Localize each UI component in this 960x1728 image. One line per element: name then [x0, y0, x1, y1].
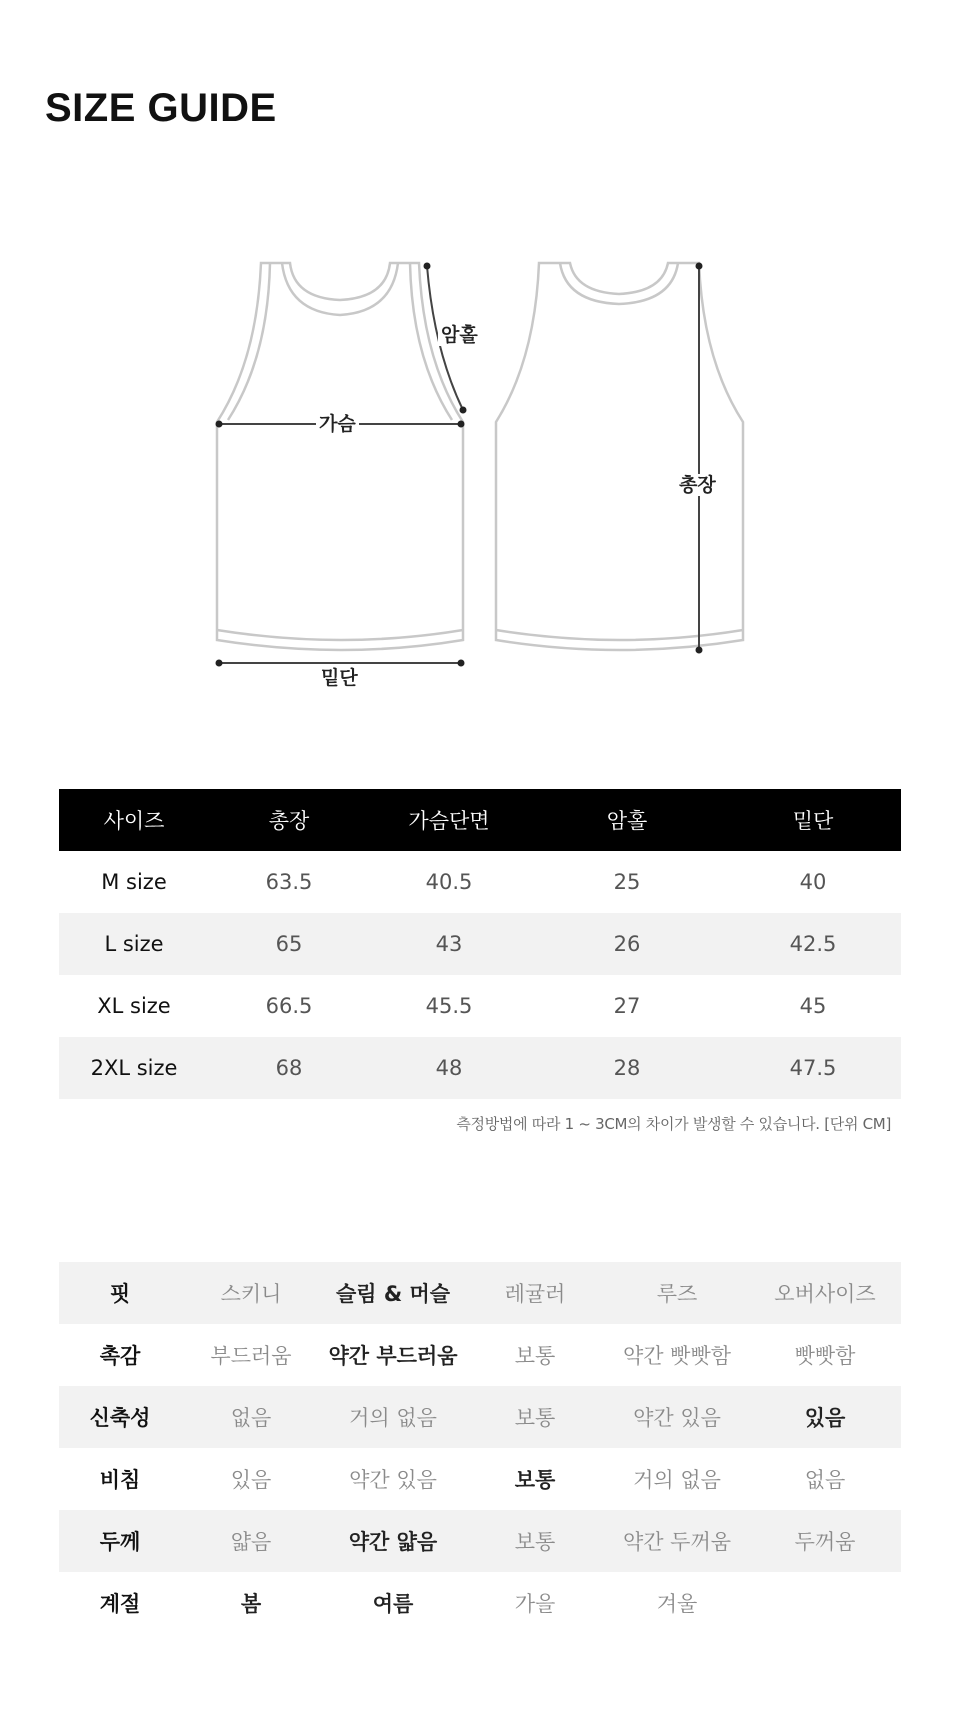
attribute-option: 여름: [372, 1592, 414, 1616]
attribute-option: 있음: [230, 1468, 272, 1492]
attribute-option: 약간 부드러움: [328, 1344, 458, 1368]
attribute-row: [59, 1572, 901, 1634]
attribute-option: 빳빳함: [794, 1344, 856, 1368]
armhole-label: 암홀: [438, 324, 481, 346]
chest-value: 40.5: [425, 870, 473, 894]
size-table-header: [59, 789, 901, 851]
header-hem: 밑단: [725, 789, 901, 851]
header-length: 총장: [209, 789, 369, 851]
attribute-row: [59, 1448, 901, 1510]
attribute-option: 레귤러: [465, 1262, 605, 1324]
attribute-option: 얇음: [181, 1510, 321, 1572]
front-armhole-trim: [228, 263, 270, 420]
hem-value: 42.5: [725, 913, 901, 975]
header-size: 사이즈: [59, 789, 209, 851]
attribute-option: 루즈: [605, 1262, 749, 1324]
attribute-option: 보통: [465, 1386, 605, 1448]
attribute-option: 봄: [240, 1592, 262, 1616]
measurement-diagram: [0, 0, 960, 720]
size-name: 2XL size: [59, 1037, 209, 1099]
attribute-row: [59, 1510, 901, 1572]
size-name: L size: [59, 913, 209, 975]
measurement-note: 측정방법에 따라 1 ~ 3CM의 차이가 발생할 수 있습니다. [단위 CM]: [456, 1115, 891, 1133]
attribute-row: [59, 1324, 901, 1386]
armhole-value: 27: [613, 994, 641, 1018]
attribute-label: 비침: [99, 1468, 141, 1492]
attribute-option: 보통: [514, 1468, 556, 1492]
attribute-row: [59, 1262, 901, 1324]
size-name: M size: [101, 870, 167, 894]
attribute-label: 핏: [59, 1262, 181, 1324]
attribute-option: 약간 얇음: [321, 1510, 465, 1572]
attribute-option: 있음: [749, 1386, 901, 1448]
back-neckline: [560, 263, 678, 304]
attribute-option: 약간 두꺼움: [605, 1510, 749, 1572]
attribute-option: 약간 있음: [349, 1468, 437, 1492]
attribute-option: 두꺼움: [749, 1510, 901, 1572]
attribute-option: 약간 빳빳함: [622, 1344, 732, 1368]
back-outline: [496, 263, 743, 650]
attribute-option: 보통: [514, 1344, 556, 1368]
attribute-option: 약간 있음: [605, 1386, 749, 1448]
attribute-option: 부드러움: [210, 1344, 292, 1368]
table-row: [59, 913, 901, 975]
attribute-table: [59, 1262, 901, 1634]
chest-label: 가슴: [316, 413, 359, 435]
attribute-option: 스키니: [181, 1262, 321, 1324]
attribute-option: 겨울: [656, 1592, 698, 1616]
attribute-option: 거의 없음: [321, 1386, 465, 1448]
armhole-value: 28: [529, 1037, 725, 1099]
front-neckline: [282, 263, 398, 315]
table-row: [59, 975, 901, 1037]
header-chest: 가슴단면: [369, 789, 529, 851]
hem-value: 40: [799, 870, 827, 894]
header-armhole: 암홀: [529, 789, 725, 851]
attribute-option: 슬림 & 머슬: [321, 1262, 465, 1324]
chest-value: 48: [369, 1037, 529, 1099]
front-hem-trim: [217, 630, 463, 640]
attribute-option: 가을: [514, 1592, 556, 1616]
hem-value: 47.5: [725, 1037, 901, 1099]
back-view: [496, 263, 743, 650]
size-table: [59, 789, 901, 1099]
tank-top-illustration: [0, 0, 960, 720]
chest-value: 45.5: [425, 994, 473, 1018]
table-row: [59, 1037, 901, 1099]
attribute-label: 신축성: [59, 1386, 181, 1448]
hem-value: 45: [799, 994, 827, 1018]
armhole-value: 26: [529, 913, 725, 975]
attribute-label: 촉감: [99, 1344, 141, 1368]
attribute-option: [749, 1572, 901, 1634]
attribute-option: 오버사이즈: [749, 1262, 901, 1324]
length-value: 65: [209, 913, 369, 975]
table-row: [59, 851, 901, 913]
attribute-row: [59, 1386, 901, 1448]
attribute-label: 두께: [59, 1510, 181, 1572]
attribute-option: 거의 없음: [633, 1468, 721, 1492]
armhole-value: 25: [613, 870, 641, 894]
hem-label: 밑단: [318, 667, 361, 689]
attribute-option: 없음: [181, 1386, 321, 1448]
chest-value: 43: [369, 913, 529, 975]
attribute-option: 보통: [465, 1510, 605, 1572]
front-outline: [217, 263, 463, 650]
length-value: 68: [209, 1037, 369, 1099]
page-title: SIZE GUIDE: [45, 86, 277, 130]
length-value: 66.5: [265, 994, 313, 1018]
size-name: XL size: [97, 994, 171, 1018]
front-view: [217, 263, 463, 650]
length-label: 총장: [676, 474, 719, 496]
attribute-label: 계절: [99, 1592, 141, 1616]
back-hem-trim: [496, 630, 743, 640]
length-value: 63.5: [265, 870, 313, 894]
attribute-option: 없음: [804, 1468, 846, 1492]
